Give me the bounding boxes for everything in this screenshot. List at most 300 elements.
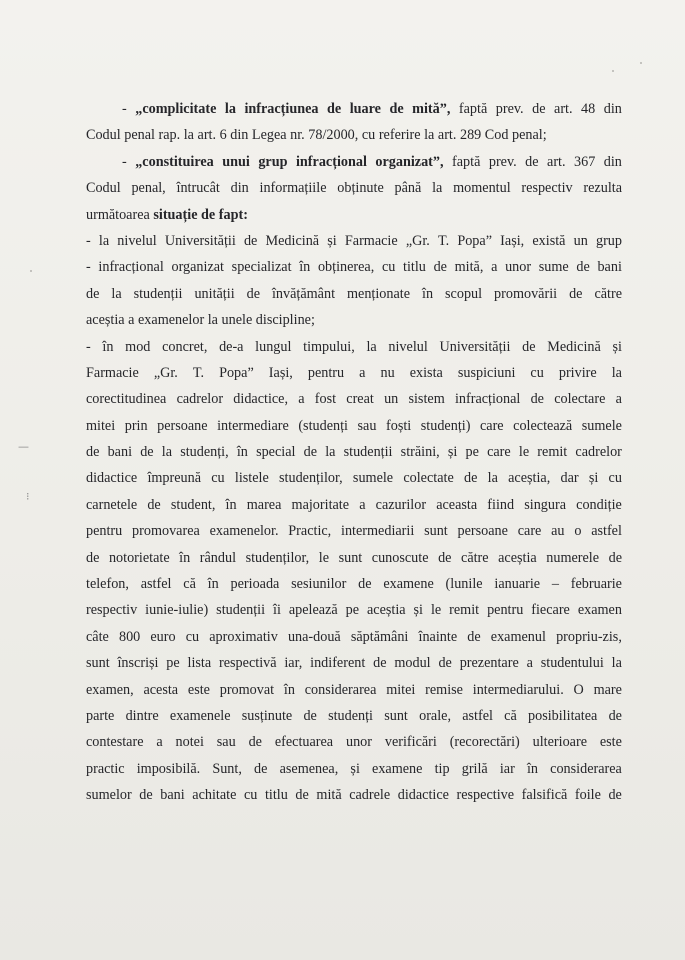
word: în	[179, 549, 191, 566]
word: și	[350, 760, 360, 777]
word: marea	[246, 496, 282, 513]
word: remise	[425, 681, 463, 698]
word: examen,	[86, 681, 134, 698]
word: didactice	[86, 470, 138, 487]
word: Farmacie	[344, 232, 398, 249]
word: didactice	[397, 787, 449, 804]
word: februarie	[570, 576, 622, 593]
word: a	[615, 391, 622, 408]
text-line	[86, 386, 622, 412]
word: unității	[194, 285, 235, 302]
text-line	[86, 413, 622, 439]
word: considerarea	[550, 760, 622, 777]
word: „constituirea	[135, 153, 214, 170]
word: sunt	[384, 707, 408, 724]
word: examen	[577, 602, 622, 619]
word: a	[298, 391, 305, 408]
word: în	[102, 338, 114, 355]
word: le	[430, 602, 442, 619]
word: fost	[314, 391, 337, 408]
word: exista	[409, 364, 443, 381]
word: la	[224, 101, 236, 117]
scan-speck	[640, 62, 642, 64]
text-run: următoarea	[86, 206, 154, 223]
word: cu	[381, 259, 396, 276]
word: de	[463, 470, 478, 487]
text-line	[86, 465, 622, 491]
text-line	[86, 360, 622, 386]
paragraph	[86, 96, 622, 149]
word: „complicitate	[135, 101, 217, 117]
word: suspiciuni	[457, 364, 516, 381]
paragraph	[86, 228, 622, 334]
word: mită	[316, 787, 342, 804]
word: examene	[383, 576, 434, 593]
word: la	[424, 127, 438, 144]
bold-heading: situație de fapt:	[153, 206, 248, 223]
word: studenți	[328, 707, 373, 724]
word: modul	[394, 655, 431, 672]
word: Codul	[86, 127, 125, 144]
word: art.	[437, 127, 460, 144]
text-line	[86, 122, 622, 148]
word: a	[526, 655, 533, 672]
word: numerele	[546, 549, 600, 566]
word: penal,	[131, 180, 166, 197]
word: faptă	[452, 153, 481, 170]
word: cunoscute	[371, 549, 429, 566]
word: pe	[345, 602, 360, 619]
word: bani	[597, 259, 622, 276]
word: de	[608, 549, 622, 566]
word: înainte	[418, 628, 458, 645]
word: de	[522, 338, 536, 355]
word: aceștia	[366, 602, 406, 619]
word: din	[603, 153, 622, 170]
word: astfel	[140, 576, 172, 593]
word: specializat	[231, 259, 292, 276]
word: care	[479, 417, 504, 434]
word: de	[530, 391, 544, 408]
word: asemenea,	[279, 760, 339, 777]
word: tip	[434, 760, 450, 777]
word: aproximativ	[209, 628, 278, 645]
word: achitate	[192, 787, 237, 804]
word: grup	[258, 153, 288, 170]
word: informațiile	[259, 180, 327, 197]
word: prev.	[495, 101, 524, 117]
word: examenul	[490, 628, 546, 645]
word: în	[283, 681, 295, 698]
word: telefon,	[86, 576, 129, 593]
text-line	[86, 729, 622, 755]
word: au	[551, 523, 565, 540]
word: –	[551, 576, 559, 593]
word: și	[413, 602, 423, 619]
text-line	[86, 703, 622, 729]
word: 78/2000,	[308, 127, 362, 144]
word: parte	[86, 707, 115, 724]
word: (lunile	[445, 576, 483, 593]
word: -	[86, 232, 91, 249]
word: a	[491, 259, 498, 276]
word: a	[128, 312, 138, 329]
word: luare	[349, 101, 381, 117]
text-line	[86, 518, 622, 544]
paragraph	[86, 334, 622, 809]
word: în	[526, 760, 539, 777]
word: sistem	[408, 391, 445, 408]
word: pentru	[487, 602, 524, 619]
word: iar	[499, 760, 515, 777]
word: nu	[380, 364, 395, 381]
word: în	[422, 285, 434, 302]
word: O	[573, 681, 584, 698]
word: perioada	[230, 576, 280, 593]
word: la	[432, 180, 443, 197]
word: respectiv	[86, 602, 138, 619]
word: iar,	[284, 655, 303, 672]
word: momentul	[453, 180, 511, 197]
word: intermediarii	[341, 523, 415, 540]
word: persoane	[157, 417, 208, 434]
text-line	[86, 650, 622, 676]
word: respectivă	[219, 655, 277, 672]
word: întrucât	[176, 180, 220, 197]
word: de	[532, 101, 546, 117]
word: de	[246, 285, 261, 302]
word: Cod	[484, 127, 512, 144]
word: faptă	[458, 101, 488, 117]
word: special	[256, 444, 296, 461]
word: titlu	[403, 259, 426, 276]
word: mită”,	[412, 101, 451, 117]
word: promovat	[219, 681, 275, 698]
word: falsifică	[521, 787, 568, 804]
word: studenții	[216, 602, 266, 619]
text-line	[86, 571, 622, 597]
word: mitei	[86, 417, 116, 434]
word: organizat”,	[375, 153, 444, 170]
word: majoritate	[291, 496, 350, 513]
word: pentru	[86, 523, 123, 540]
word: un	[573, 232, 588, 249]
word: discipline;	[255, 312, 315, 329]
word: privire	[558, 364, 597, 381]
word: promovării	[494, 285, 558, 302]
word: prezentare	[459, 655, 519, 672]
word: sume	[538, 259, 569, 276]
word: penal;	[512, 127, 547, 144]
word: remit	[449, 602, 480, 619]
word: unor	[345, 734, 372, 751]
word: înscriși	[117, 655, 159, 672]
word: studenții	[343, 444, 393, 461]
word: de	[303, 707, 317, 724]
word: studenți)	[420, 417, 471, 434]
word: din	[230, 180, 249, 197]
text-line	[86, 228, 622, 254]
word: bani	[107, 444, 133, 461]
word: de	[248, 734, 262, 751]
word: Universității	[164, 232, 236, 249]
word: de	[243, 232, 258, 249]
word: unor	[505, 259, 532, 276]
word: intermediare	[217, 417, 289, 434]
word: de	[608, 707, 622, 724]
word: la	[207, 312, 222, 329]
word: „Gr.	[405, 232, 430, 249]
word: 289	[459, 127, 485, 144]
word: îi	[273, 602, 281, 619]
word: grilă	[461, 760, 488, 777]
word: corectitudinea	[86, 391, 167, 408]
word: nivelul	[388, 338, 428, 355]
word: imposibilă.	[136, 760, 201, 777]
word: a	[359, 496, 366, 513]
word: care	[517, 523, 542, 540]
word: Universității	[439, 338, 511, 355]
word: Codul	[86, 180, 121, 197]
word: cu	[211, 470, 225, 487]
text-line	[86, 149, 622, 175]
word: (studenți	[298, 417, 348, 434]
word: împreună	[147, 470, 202, 487]
word: de	[389, 101, 404, 117]
word: euro	[150, 628, 176, 645]
word: pe	[166, 655, 180, 672]
word: sunt	[424, 523, 448, 540]
word: că	[504, 707, 517, 724]
word: notorietate	[108, 549, 170, 566]
word: organizat	[171, 259, 224, 276]
scan-speck	[30, 270, 32, 272]
word: referire	[378, 127, 425, 144]
word: mod	[125, 338, 151, 355]
word: prin	[124, 417, 148, 434]
word: că	[183, 576, 196, 593]
word: promovarea	[132, 523, 200, 540]
word: sesiunilor	[291, 576, 347, 593]
text-line	[86, 492, 622, 518]
word: sunt	[86, 655, 110, 672]
word: infracțional	[295, 153, 367, 170]
word: Legea	[251, 127, 291, 144]
word: fiecare	[531, 602, 570, 619]
word: nr.	[290, 127, 309, 144]
word: indiferent	[310, 655, 366, 672]
word: de	[86, 549, 100, 566]
word: Medicină	[265, 232, 320, 249]
margin-scan-mark: ⁝	[26, 490, 30, 503]
word: remit	[537, 444, 568, 461]
word: respectiv	[521, 180, 573, 197]
word: studenților,	[279, 470, 343, 487]
word: la	[611, 364, 622, 381]
word: sunt	[338, 549, 363, 566]
word: rezulta	[583, 180, 622, 197]
word: respective	[456, 787, 515, 804]
word: cu	[243, 787, 258, 804]
word: bani	[160, 787, 185, 804]
word: sau	[216, 734, 236, 751]
word: studentului	[540, 655, 604, 672]
word: Farmacie	[86, 364, 139, 381]
word: la	[98, 232, 110, 249]
word: apelează	[288, 602, 338, 619]
word: de-a	[219, 338, 244, 355]
word: cadrelor	[575, 444, 622, 461]
word: la	[325, 444, 336, 461]
word: de	[86, 444, 100, 461]
word: T.	[192, 364, 205, 381]
word: de	[358, 576, 372, 593]
word: Popa”	[457, 232, 493, 249]
text-line	[86, 202, 622, 228]
word: și	[447, 444, 458, 461]
word: de	[576, 259, 590, 276]
word: studenți,	[180, 444, 229, 461]
word: posibilitatea	[528, 707, 598, 724]
word: art.	[197, 127, 220, 144]
word: student,	[170, 496, 216, 513]
word: cadrelor	[176, 391, 224, 408]
word: unui	[222, 153, 250, 170]
word: de	[608, 787, 622, 804]
text-line	[86, 597, 622, 623]
word: aceasta	[436, 496, 478, 513]
word: aceștia	[86, 312, 129, 329]
word: titlu	[264, 787, 288, 804]
word: cazurilor	[375, 496, 427, 513]
word: Popa”	[219, 364, 254, 381]
word: învățământ	[271, 285, 336, 302]
word: menționate	[347, 285, 411, 302]
word: listele	[234, 470, 269, 487]
text-line	[86, 756, 622, 782]
word: orale,	[419, 707, 451, 724]
word: Practic,	[288, 523, 332, 540]
word: lungul	[255, 338, 292, 355]
word: contestare	[86, 734, 144, 751]
word: de	[438, 549, 452, 566]
word: în	[236, 444, 248, 461]
word: grup	[595, 232, 622, 249]
word: a	[156, 734, 163, 751]
word: -	[122, 153, 127, 170]
text-line	[86, 307, 622, 333]
word: în	[299, 259, 311, 276]
word: practic	[86, 760, 125, 777]
text-line	[86, 175, 622, 201]
word: a	[359, 364, 366, 381]
word: examene	[372, 760, 423, 777]
word: concret,	[162, 338, 208, 355]
word: foști	[386, 417, 412, 434]
word: și	[612, 338, 622, 355]
word: din	[603, 101, 622, 117]
word: 800	[118, 628, 141, 645]
word: de	[433, 259, 447, 276]
word: de	[254, 760, 268, 777]
word: „Gr.	[153, 364, 178, 381]
word: este	[187, 681, 210, 698]
word: efectuarea	[274, 734, 334, 751]
word: colectează	[513, 417, 573, 434]
word: T.	[438, 232, 450, 249]
word: de	[140, 444, 154, 461]
text-line	[86, 782, 622, 808]
word: colectare	[554, 391, 606, 408]
word: persoane	[457, 523, 508, 540]
word: de	[438, 655, 452, 672]
word: cu	[185, 628, 200, 645]
word: obținerea,	[317, 259, 375, 276]
word: până	[394, 180, 422, 197]
word: susținute	[241, 707, 293, 724]
word: sumele	[581, 417, 622, 434]
word: străini,	[400, 444, 440, 461]
word: de	[373, 655, 387, 672]
text-line	[86, 677, 622, 703]
word: dar	[560, 470, 579, 487]
word: cadrele	[349, 787, 391, 804]
word: art.	[554, 101, 573, 117]
word: verificări	[384, 734, 437, 751]
word: studenților,	[245, 549, 310, 566]
word: astfel	[591, 523, 622, 540]
word: care	[487, 444, 511, 461]
word: 48	[581, 101, 596, 117]
word: câte	[86, 628, 109, 645]
word: cu	[608, 470, 622, 487]
word: 6	[219, 127, 231, 144]
word: dintre	[125, 707, 159, 724]
word: către	[461, 549, 489, 566]
word: mită,	[454, 259, 484, 276]
word: examenele	[169, 707, 231, 724]
word: foile	[574, 787, 601, 804]
word: sumele	[352, 470, 394, 487]
word: mitei	[386, 681, 416, 698]
word: infracțiunea	[244, 101, 319, 117]
word: rap.	[158, 127, 184, 144]
word: propriu-zis,	[556, 628, 622, 645]
text-line	[86, 439, 622, 465]
word: Medicină	[547, 338, 601, 355]
word: examenelor.	[209, 523, 279, 540]
word: mare	[593, 681, 622, 698]
word: la	[366, 338, 377, 355]
word: Sunt,	[212, 760, 242, 777]
word: și	[588, 470, 599, 487]
word: lista	[187, 655, 212, 672]
text-line	[86, 334, 622, 360]
word: le	[318, 549, 330, 566]
word: la	[161, 444, 173, 461]
word: infracțional	[454, 391, 521, 408]
word: este	[599, 734, 622, 751]
scan-speck	[612, 70, 614, 72]
word: la	[487, 470, 498, 487]
word: -	[86, 338, 91, 355]
word: intermediarului.	[472, 681, 564, 698]
word: la	[183, 127, 198, 144]
word: fiind	[487, 496, 515, 513]
word: săptămâni	[350, 628, 409, 645]
word: pentru	[307, 364, 345, 381]
word: nivelul	[117, 232, 157, 249]
